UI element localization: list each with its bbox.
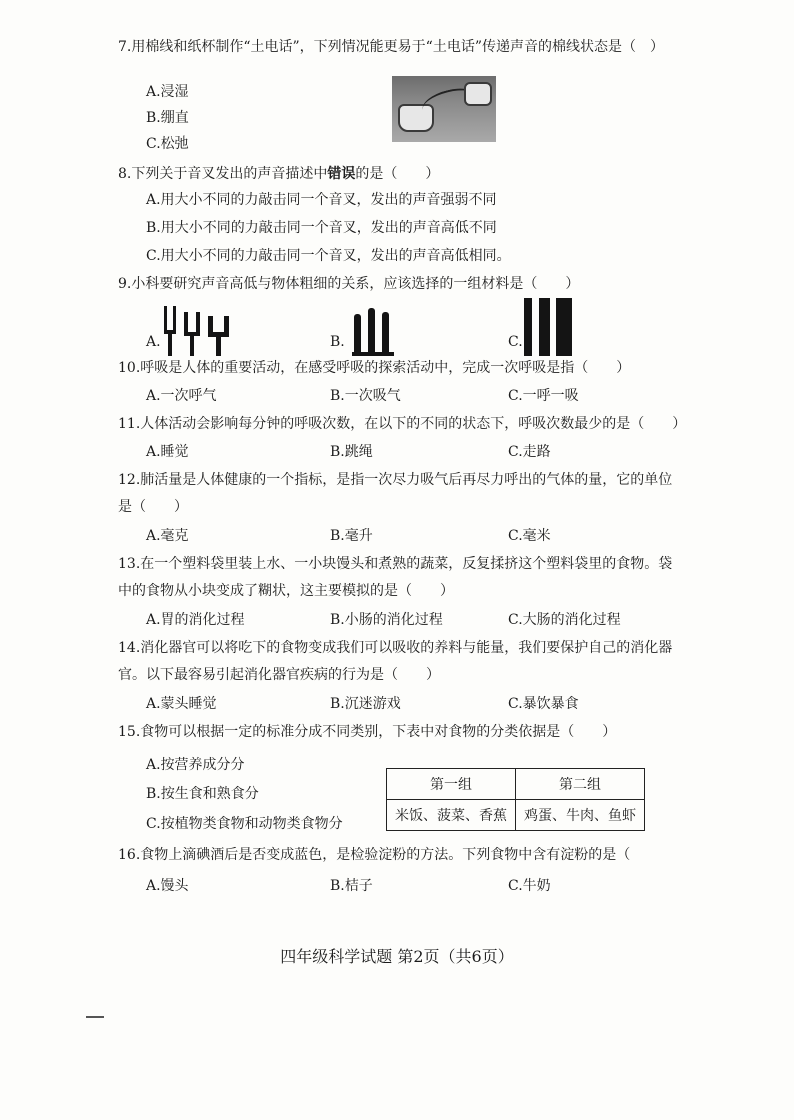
q16-option-c: C.牛奶 xyxy=(508,878,551,894)
q13-stem-line1: 13.在一个塑料袋里装上水、一小块馒头和煮熟的蔬菜，反复揉挤这个塑料袋里的食物。袋 xyxy=(118,556,673,572)
q9-option-c-label: C. xyxy=(508,334,523,350)
q16-stem: 16.食物上滴碘酒后是否变成蓝色，是检验淀粉的方法。下列食物中含有淀粉的是（ xyxy=(118,847,631,863)
table-header-group1: 第一组 xyxy=(387,769,516,800)
q10-stem: 10.呼吸是人体的重要活动，在感受呼吸的探索活动中，完成一次呼吸是指（ ） xyxy=(118,360,631,376)
q15-option-a: A.按营养成分分 xyxy=(146,757,245,773)
q11-option-b: B.跳绳 xyxy=(330,444,373,460)
q15-option-c: C.按植物类食物和动物类食物分 xyxy=(146,816,343,832)
q12-option-b: B.毫升 xyxy=(330,528,373,544)
q13-option-c: C.大肠的消化过程 xyxy=(508,612,621,628)
q10-option-c: C.一呼一吸 xyxy=(508,388,579,404)
paper-cup-right xyxy=(464,82,492,106)
q8-option-a: A.用大小不同的力敲击同一个音叉，发出的声音强弱不同 xyxy=(146,192,497,208)
q12-option-c: C.毫米 xyxy=(508,528,551,544)
q8-stem-emphasis: 错误 xyxy=(327,166,356,182)
q15-stem: 15.食物可以根据一定的标准分成不同类别，下表中对食物的分类依据是（ ） xyxy=(118,724,617,740)
table-header-row xyxy=(387,769,645,800)
nails-figure xyxy=(354,308,404,358)
q15-option-b: B.按生食和熟食分 xyxy=(146,786,259,802)
q9-stem: 9.小科要研究声音高低与物体粗细的关系，应该选择的一组材料是（ ） xyxy=(118,276,580,292)
q11-option-a: A.睡觉 xyxy=(146,444,189,460)
q9-option-b-label: B. xyxy=(330,334,345,350)
q16-option-b: B.桔子 xyxy=(330,878,373,894)
q8-stem-pre: 8.下列关于音叉发出的声音描述中 xyxy=(118,166,328,182)
table-cell-group2: 鸡蛋、牛肉、鱼虾 xyxy=(516,800,645,831)
tuning-forks-figure xyxy=(164,306,234,358)
q8-stem xyxy=(118,164,439,184)
food-classification-table xyxy=(386,768,645,831)
page-footer: 四年级科学试题 第2页（共6页） xyxy=(280,947,514,966)
q8-option-b: B.用大小不同的力敲击同一个音叉，发出的声音高低不同 xyxy=(146,220,497,236)
q13-stem-line2: 中的食物从小块变成了糊状，这主要模拟的是（ ） xyxy=(118,583,454,599)
q14-option-b: B.沉迷游戏 xyxy=(330,696,401,712)
scan-mark xyxy=(86,1016,104,1018)
q7-stem: 7.用棉线和纸杯制作“土电话”，下列情况能更易于“土电话”传递声音的棉线状态是（ ） xyxy=(118,39,664,55)
q8-stem-post: 的是（ ） xyxy=(355,166,440,182)
q14-stem-line2: 官。以下最容易引起消化器官疾病的行为是（ ） xyxy=(118,667,440,683)
table-header-group2: 第二组 xyxy=(516,769,645,800)
table-cell-group1: 米饭、菠菜、香蕉 xyxy=(387,800,516,831)
q11-option-c: C.走路 xyxy=(508,444,551,460)
q12-stem-line2: 是（ ） xyxy=(118,499,188,515)
q7-option-b: B.绷直 xyxy=(146,110,189,126)
q7-option-a: A.浸湿 xyxy=(146,84,189,100)
tin-can-phone-photo xyxy=(392,76,496,142)
rods-figure xyxy=(524,298,574,358)
q7-option-c: C.松弛 xyxy=(146,136,189,152)
q10-option-a: A.一次呼气 xyxy=(146,388,217,404)
q8-option-c: C.用大小不同的力敲击同一个音叉，发出的声音高低相同。 xyxy=(146,248,511,264)
q13-option-a: A.胃的消化过程 xyxy=(146,612,245,628)
q13-option-b: B.小肠的消化过程 xyxy=(330,612,443,628)
q14-option-a: A.蒙头睡觉 xyxy=(146,696,217,712)
q9-option-a-label: A. xyxy=(146,334,161,350)
q16-option-a: A.馒头 xyxy=(146,878,189,894)
q11-stem: 11.人体活动会影响每分钟的呼吸次数，在以下的不同的状态下，呼吸次数最少的是（ ） xyxy=(118,416,687,432)
q12-stem-line1: 12.肺活量是人体健康的一个指标，是指一次尽力吸气后再尽力呼出的气体的量，它的单位 xyxy=(118,472,673,488)
q10-option-b: B.一次吸气 xyxy=(330,388,401,404)
q14-stem-line1: 14.消化器官可以将吃下的食物变成我们可以吸收的养料与能量，我们要保护自己的消化器 xyxy=(118,640,673,656)
q14-option-c: C.暴饮暴食 xyxy=(508,696,579,712)
q12-option-a: A.毫克 xyxy=(146,528,189,544)
table-row xyxy=(387,800,645,831)
